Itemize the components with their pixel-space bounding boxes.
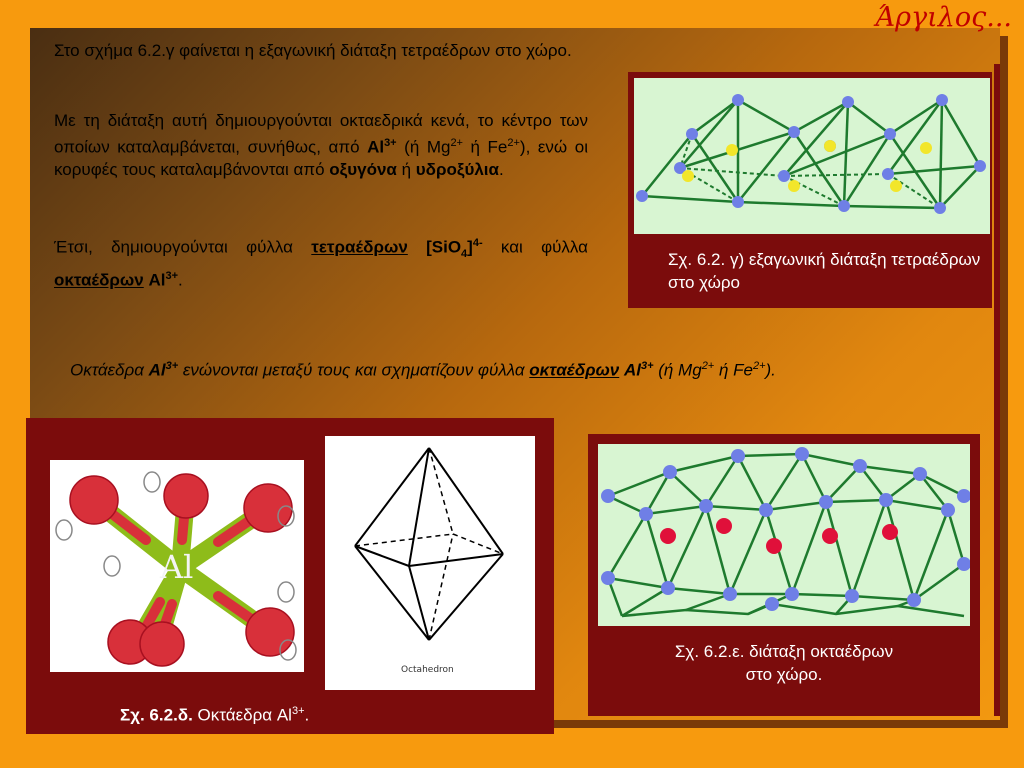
tetrahedra-diagram [634,78,990,234]
paragraph-1: Στο σχήμα 6.2.γ φαίνεται η εξαγωνική διάταξη τετραέδρων στο χώρο. [54,41,572,60]
paragraph-3: Έτσι, δημιουργούνται φύλλα τετραέδρων $[SiO_4]^{4-}$ και φύλλα οκταέδρων $Al^{3+}$. [54,237,588,290]
figure-delta-caption: Σχ. 6.2.δ. Οκτάεδρα $Al^{3+}$. [120,705,310,725]
figure-gamma-caption: Σχ. 6.2. γ) εξαγωνική διάταξη τετραέδρων στο χώρο [668,250,981,292]
al-octahedron-ball-model [50,460,304,672]
figure-epsilon-image [598,444,970,626]
figure-epsilon-caption-line2: στο χώρο. [745,665,823,684]
paragraph-2: Με τη διάταξη αυτή δημιουργούνται οκταεδρικά κενά, το κέντρο των οποίων καταλαμβάνεται, συνήθως, από $Al^{3+}$ (ή $Mg^{2+}$ ή $Fe^{2+}$), ενώ οι κορυφές τους καταλαμβάνονται από οξυγόνα ή υδροξύλια. [54,111,588,179]
octahedron-wireframe [325,436,535,690]
octahedra-paragraph: Οκτάεδρα $Al^{3+}$ ενώνονται μεταξύ τους και σχηματίζουν φύλλα οκταέδρων $Al^{3+}$ (ή $Mg^{2+}$ ή $Fe^{2+}$). [70,360,776,380]
octahedron-label: Octahedron [401,665,454,675]
figure-delta-ball-model [50,460,304,672]
octahedra-diagram [598,444,970,626]
right-accent-bar [994,64,1000,716]
figure-epsilon-caption [598,640,970,686]
figure-gamma-image [632,76,992,236]
figure-delta-octahedron [325,436,535,690]
page-title: Άργιλος... [875,2,1012,33]
figure-epsilon-caption-line1: Σχ. 6.2.ε. διάταξη οκταέδρων [674,642,894,661]
al-atom-label: Al [160,548,194,586]
